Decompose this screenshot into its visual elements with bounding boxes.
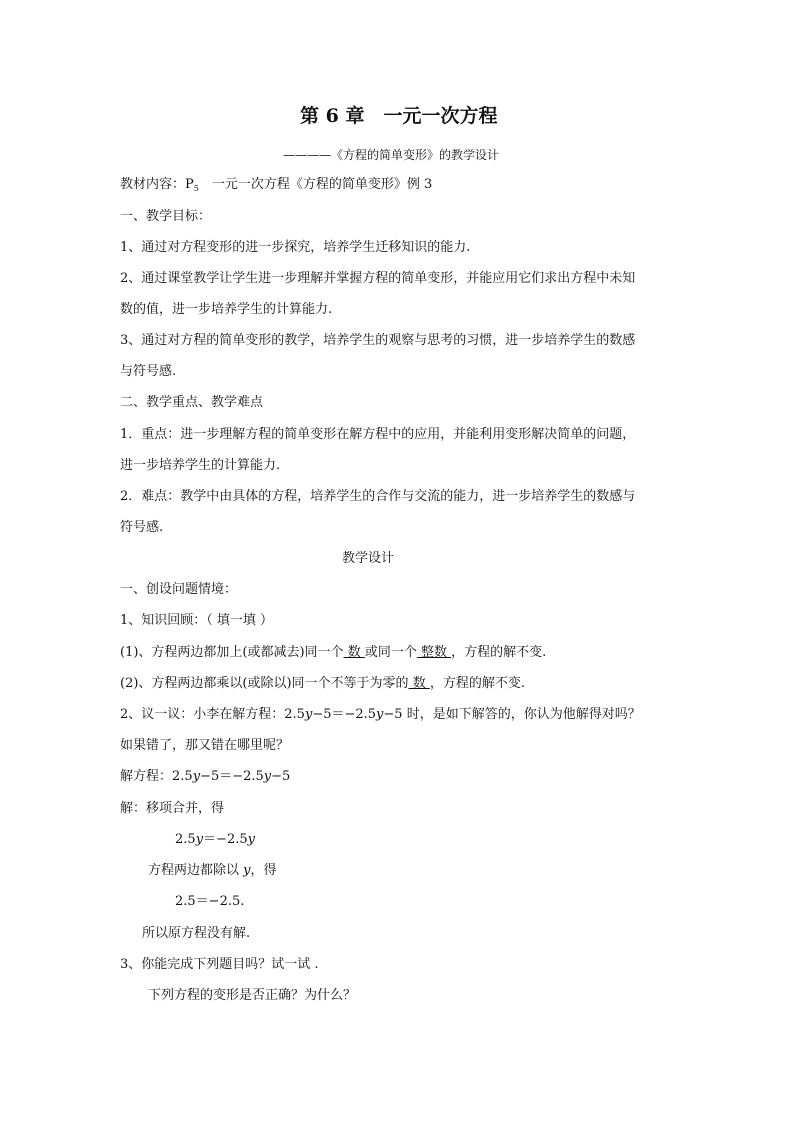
- situation-heading: 一、创设问题情境：: [120, 582, 238, 597]
- fill-2-text-a: (2)、方程两边都乘以(或除以)同一个不等于为零的: [120, 676, 409, 691]
- discuss-var-1: y: [304, 707, 313, 722]
- objective-1: 1、通过对方程变形的进一步探究，培养学生迁移知识的能力.: [120, 240, 471, 255]
- divide-text-b: ，得: [250, 863, 277, 878]
- fill-1-text-a: (1)、方程两边都加上(或都减去)同一个: [120, 645, 344, 660]
- page-subtitle: ————《方程的简单变形》的教学设计: [283, 148, 500, 162]
- try-line: 3、你能完成下列题目吗？试一试 .: [120, 957, 319, 972]
- difficulty-line-2: 符号感.: [120, 520, 164, 535]
- eq1-b: ＝−2.5: [203, 832, 248, 847]
- content-rest: 一元一次方程《方程的简单变形》例 3: [198, 177, 433, 192]
- content-line: [120, 176, 432, 198]
- solve-text-b: −5＝−2.5: [200, 769, 264, 784]
- discuss-text-b: −5＝−2.5: [312, 707, 377, 722]
- solve-var-1: y: [192, 769, 201, 784]
- eq1-a: 2.5: [175, 832, 196, 847]
- solve-text-a: 解方程：2.5: [120, 769, 193, 784]
- fill-2-text-c: ，方程的解不变.: [429, 676, 525, 691]
- divide-text-a: 方程两边都除以: [148, 863, 244, 878]
- solve-equation-line: [120, 768, 290, 786]
- divide-var: y: [243, 863, 251, 878]
- conclusion-line: 所以原方程没有解.: [142, 926, 251, 941]
- key-point-line-2: 进一步培养学生的计算能力.: [120, 458, 281, 473]
- fill-1-blank-1: 数: [343, 645, 365, 660]
- objective-3-line-1: 3、通过对方程的简单变形的教学，培养学生的观察与思考的习惯，进一步培养学生的数感: [120, 333, 636, 348]
- solve-text-c: −5: [271, 769, 291, 784]
- solve-var-2: y: [263, 769, 272, 784]
- discuss-text-c: −5 时，是如下解答的，你认为他解得对吗？: [383, 707, 641, 722]
- content-page-sub: 5: [193, 184, 199, 193]
- difficulty-line-1: 2．难点：教学中由具体的方程，培养学生的合作与交流的能力，进一步培养学生的数感与: [120, 489, 636, 504]
- discuss-line-2: 如果错了，那又错在哪里呢？: [120, 738, 290, 753]
- fill-blank-2: [120, 675, 525, 693]
- eq1-var-1: y: [195, 832, 204, 847]
- objectives-heading: 一、教学目标：: [120, 209, 212, 224]
- solution-intro: 解：移项合并，得: [120, 801, 225, 816]
- fill-1-blank-2: 整数: [416, 645, 452, 660]
- key-points-heading: 二、教学重点、教学难点: [120, 395, 264, 410]
- design-heading: 教学设计: [342, 551, 395, 566]
- page-title: 第 6 章 一元一次方程: [300, 105, 498, 127]
- divide-step: [148, 862, 277, 880]
- discuss-text-a: 2、议一议：小李在解方程：2.5: [120, 707, 305, 722]
- key-point-line-1: 1．重点：进一步理解方程的简单变形在解方程中的应用，并能利用变形解决简单的问题，: [120, 427, 636, 442]
- objective-2-line-2: 数的值，进一步培养学生的计算能力.: [120, 302, 333, 317]
- fill-2-blank: 数: [408, 676, 430, 691]
- review-line: 1、知识回顾：（ 填一填 ）: [120, 613, 274, 628]
- equation-step-1: [175, 831, 255, 849]
- content-prefix: 教材内容：P: [120, 177, 194, 192]
- eq1-var-2: y: [247, 832, 255, 847]
- fill-blank-1: [120, 644, 546, 662]
- equation-step-2: 2.5＝−2.5.: [175, 894, 245, 909]
- discuss-var-2: y: [376, 707, 384, 722]
- discuss-line-1: [120, 706, 641, 724]
- fill-1-text-c: ，方程的解不变.: [451, 645, 547, 660]
- objective-2-line-1: 2、通过课堂教学让学生进一步理解并掌握方程的简单变形，并能应用它们求出方程中未知: [120, 271, 636, 286]
- fill-1-text-b: 或同一个: [364, 645, 417, 660]
- question-line: 下列方程的变形是否正确？为什么？: [148, 988, 357, 1003]
- objective-3-line-2: 与符号感.: [120, 364, 177, 379]
